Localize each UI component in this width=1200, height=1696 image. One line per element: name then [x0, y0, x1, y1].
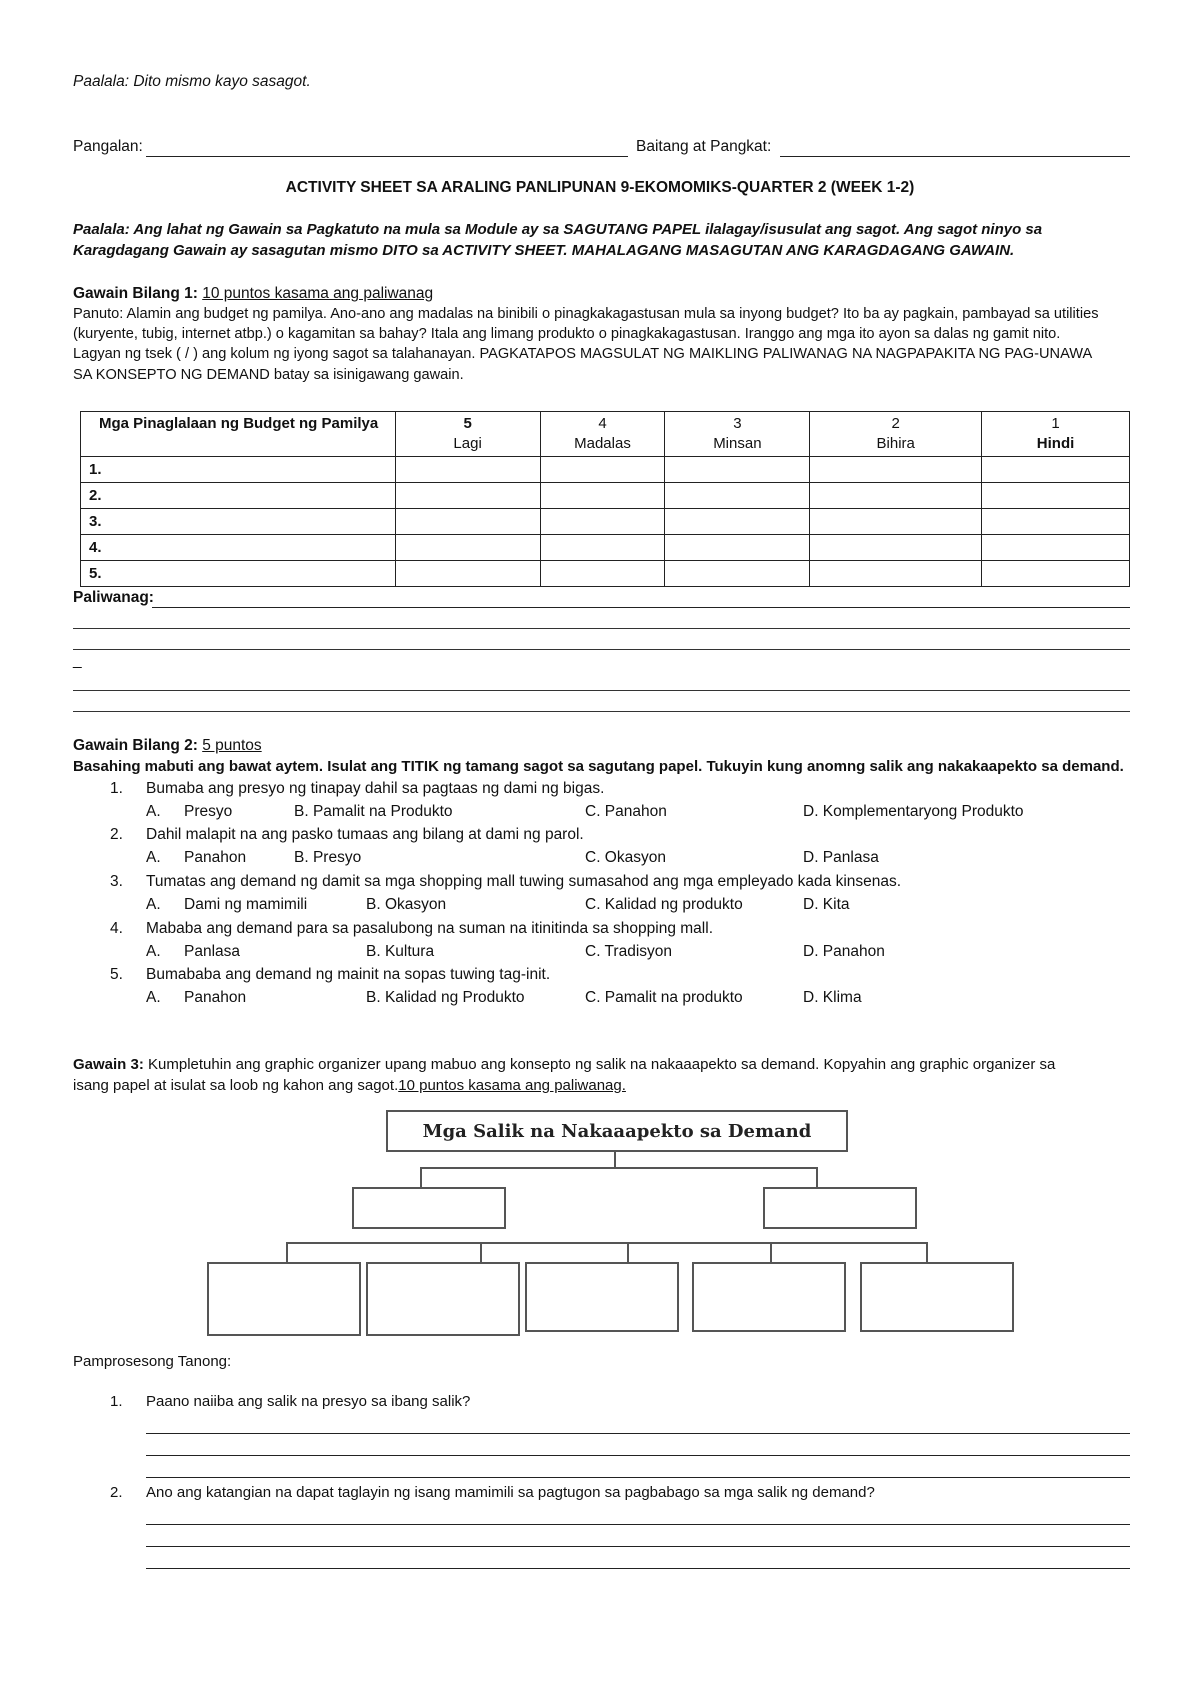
top-note: Paalala: Dito mismo kayo sasagot. — [73, 73, 311, 90]
activity1-heading-row — [73, 285, 433, 303]
activity1-instruction-4: SA KONSEPTO NG DEMAND batay sa isinigawang gawain. — [73, 367, 464, 383]
table-cell[interactable] — [665, 457, 810, 483]
table-cell[interactable] — [810, 561, 982, 587]
option-a-letter[interactable]: A. — [146, 896, 161, 913]
organizer-answer-box[interactable] — [207, 1262, 361, 1336]
table-cell[interactable] — [665, 483, 810, 509]
activity1-points: 10 puntos kasama ang paliwanag — [202, 285, 434, 302]
item-question: Dahil malapit na ang pasko tumaas ang bilang at dami ng parol. — [146, 826, 584, 843]
reminder-line-1: Paalala: Ang lahat ng Gawain sa Pagkatuto na mula sa Module ay sa SAGUTANG PAPEL ilalagay/isusulat ang sagot. Ang sagot ninyo sa — [73, 221, 1043, 238]
table-row — [81, 509, 1130, 535]
option-a-letter[interactable]: A. — [146, 803, 161, 820]
option-a-letter[interactable]: A. — [146, 943, 161, 960]
connector — [420, 1167, 422, 1187]
connector — [286, 1242, 288, 1262]
option-c[interactable]: C. Kalidad ng produkto — [585, 896, 743, 913]
budget-header-label: Mga Pinaglalaan ng Budget ng Pamilya — [81, 412, 396, 457]
option-a[interactable]: Panahon — [184, 849, 247, 866]
table-cell[interactable] — [540, 457, 665, 483]
activity3-line-2 — [73, 1077, 626, 1094]
question-number: 1. — [110, 1393, 123, 1410]
stray-mark: _ — [73, 652, 82, 669]
activity3-points: 10 puntos kasama ang paliwanag. — [398, 1077, 626, 1094]
connector — [816, 1167, 818, 1187]
option-b[interactable]: B. Kalidad ng Produkto — [366, 989, 525, 1006]
name-field-line[interactable] — [146, 156, 628, 157]
option-d[interactable]: D. Panahon — [803, 943, 885, 960]
table-cell[interactable] — [982, 509, 1130, 535]
option-b[interactable]: B. Presyo — [294, 849, 362, 866]
item-question: Tumatas ang demand ng damit sa mga shopping mall tuwing sumasahod ang mga empleyado kada kinsenas. — [146, 873, 902, 890]
row-number[interactable]: 5. — [81, 561, 396, 587]
table-cell[interactable] — [540, 483, 665, 509]
option-a[interactable]: Presyo — [184, 803, 233, 820]
item-number: 4. — [110, 920, 123, 937]
row-number[interactable]: 1. — [81, 457, 396, 483]
table-cell[interactable] — [810, 483, 982, 509]
item-number: 3. — [110, 873, 123, 890]
option-a[interactable]: Dami ng mamimili — [184, 896, 308, 913]
option-d[interactable]: D. Kita — [803, 896, 850, 913]
activity2-instructions: Basahing mabuti ang bawat aytem. Isulat ang TITIK ng tamang sagot sa sagutang papel. Tukuyin kung anomng salik ang nakakaapekto sa demand. — [73, 758, 1124, 775]
item-number: 5. — [110, 966, 123, 983]
activity2-points: 5 puntos — [202, 737, 262, 754]
row-number[interactable]: 4. — [81, 535, 396, 561]
column-header-madalas: 4 Madalas — [540, 412, 665, 457]
option-c[interactable]: C. Panahon — [585, 803, 667, 820]
table-cell[interactable] — [665, 535, 810, 561]
option-c[interactable]: C. Pamalit na produkto — [585, 989, 743, 1006]
table-cell[interactable] — [395, 535, 540, 561]
explanation-label: Paliwanag: — [73, 589, 154, 606]
table-cell[interactable] — [665, 509, 810, 535]
organizer-title-box — [386, 1110, 848, 1152]
row-number[interactable]: 2. — [81, 483, 396, 509]
question-text: Paano naiiba ang salik na presyo sa ibang salik? — [146, 1393, 471, 1410]
connector — [614, 1150, 616, 1168]
processing-heading: Pamprosesong Tanong: — [73, 1353, 232, 1370]
budget-table — [80, 411, 1130, 587]
activity1-heading: Gawain Bilang 1: — [73, 285, 198, 302]
table-cell[interactable] — [982, 561, 1130, 587]
item-number: 2. — [110, 826, 123, 843]
answer-line[interactable] — [146, 1568, 1130, 1569]
answer-line[interactable] — [146, 1455, 1130, 1456]
table-row — [81, 561, 1130, 587]
explanation-line[interactable] — [73, 690, 1130, 691]
organizer-answer-box[interactable] — [763, 1187, 917, 1229]
connector — [627, 1242, 629, 1262]
table-cell[interactable] — [540, 535, 665, 561]
table-cell[interactable] — [540, 509, 665, 535]
option-d[interactable]: D. Panlasa — [803, 849, 879, 866]
table-cell[interactable] — [395, 509, 540, 535]
table-cell[interactable] — [395, 561, 540, 587]
table-cell[interactable] — [810, 509, 982, 535]
item-question: Bumababa ang demand ng mainit na sopas tuwing tag-init. — [146, 966, 551, 983]
column-header-lagi: 5 Lagi — [395, 412, 540, 457]
table-cell[interactable] — [982, 457, 1130, 483]
explanation-line[interactable] — [73, 628, 1130, 629]
table-cell[interactable] — [665, 561, 810, 587]
row-number[interactable]: 3. — [81, 509, 396, 535]
connector — [480, 1242, 482, 1262]
column-header-hindi: 1 Hindi — [982, 412, 1130, 457]
explanation-line[interactable] — [73, 711, 1130, 712]
organizer-answer-box[interactable] — [352, 1187, 506, 1229]
organizer-answer-box[interactable] — [860, 1262, 1014, 1332]
activity1-instruction-2: (kuryente, tubig, internet atbp.) o kagamitan sa bahay? Itala ang limang produkto o pinagkakagastusan. Iranggo ang mga ito ayon sa dalas ng gamit nito. — [73, 326, 1061, 342]
table-cell[interactable] — [810, 535, 982, 561]
connector — [926, 1242, 928, 1262]
option-a-letter[interactable]: A. — [146, 989, 161, 1006]
explanation-line[interactable] — [152, 607, 1130, 608]
option-a-letter[interactable]: A. — [146, 849, 161, 866]
option-b[interactable]: B. Okasyon — [366, 896, 447, 913]
answer-line[interactable] — [146, 1546, 1130, 1547]
connector — [420, 1167, 818, 1169]
table-row — [81, 483, 1130, 509]
item-number: 1. — [110, 780, 123, 797]
answer-line[interactable] — [146, 1433, 1130, 1434]
answer-line[interactable] — [146, 1524, 1130, 1525]
item-question: Mababa ang demand para sa pasalubong na suman na itinitinda sa shopping mall. — [146, 920, 713, 937]
activity3-instruction-1: Kumpletuhin ang graphic organizer upang mabuo ang konsepto ng salik na nakaaapekto sa demand. Kopyahin ang graphic organizer sa — [148, 1056, 1056, 1073]
sheet-title: ACTIVITY SHEET SA ARALING PANLIPUNAN 9-EKOMOMIKS-QUARTER 2 (WEEK 1-2) — [285, 179, 915, 196]
answer-line[interactable] — [146, 1477, 1130, 1478]
activity2-heading-row — [73, 737, 262, 755]
option-a[interactable]: Panlasa — [184, 943, 241, 960]
activity1-instruction-3: Lagyan ng tsek ( / ) ang kolum ng iyong sagot sa talahanayan. PAGKATAPOS MAGSULAT NG MAIKLING PALIWANAG NA NAGPAPAKITA NG PAG-UNAWA — [73, 346, 1093, 362]
table-cell[interactable] — [982, 483, 1130, 509]
activity3-instruction-2: isang papel at isulat sa loob ng kahon ang sagot. — [73, 1077, 399, 1094]
table-cell[interactable] — [395, 483, 540, 509]
organizer-answer-box[interactable] — [366, 1262, 520, 1336]
question-number: 2. — [110, 1484, 123, 1501]
option-a[interactable]: Panahon — [184, 989, 247, 1006]
item-question: Bumaba ang presyo ng tinapay dahil sa pagtaas ng dami ng bigas. — [146, 780, 605, 797]
organizer-answer-box[interactable] — [692, 1262, 846, 1332]
reminder-line-2: Karagdagang Gawain ay sasagutan mismo DITO sa ACTIVITY SHEET. MAHALAGANG MASAGUTAN ANG KARAGDAGANG GAWAIN. — [73, 242, 1015, 259]
option-d[interactable]: D. Klima — [803, 989, 862, 1006]
activity3-line-1 — [73, 1056, 1055, 1073]
activity3-heading: Gawain 3: — [73, 1056, 144, 1073]
connector — [286, 1242, 928, 1244]
table-cell[interactable] — [540, 561, 665, 587]
option-b[interactable]: B. Kultura — [366, 943, 435, 960]
table-cell[interactable] — [982, 535, 1130, 561]
table-cell[interactable] — [810, 457, 982, 483]
table-row — [81, 535, 1130, 561]
option-d[interactable]: D. Komplementaryong Produkto — [803, 803, 1024, 820]
table-cell[interactable] — [395, 457, 540, 483]
column-header-bihira: 2 Bihira — [810, 412, 982, 457]
organizer-title: Mga Salik na Nakaaapekto sa Demand — [422, 1120, 812, 1142]
option-b[interactable]: B. Pamalit na Produkto — [294, 803, 453, 820]
explanation-line[interactable] — [73, 649, 1130, 650]
column-header-minsan: 3 Minsan — [665, 412, 810, 457]
activity1-instruction-1: Panuto: Alamin ang budget ng pamilya. Ano-ano ang madalas na binibili o pinagkakagastusan mula sa inyong budget? Ito ba ay pagkain, pambayad sa utilities — [73, 306, 1099, 322]
budget-table-header — [81, 412, 1130, 457]
question-text: Ano ang katangian na dapat taglayin ng isang mamimili sa pagtugon sa pagbabago sa mga salik ng demand? — [146, 1484, 875, 1501]
connector — [770, 1242, 772, 1262]
organizer-answer-box[interactable] — [525, 1262, 679, 1332]
grade-field-line[interactable] — [780, 156, 1130, 157]
grade-label: Baitang at Pangkat: — [636, 138, 772, 155]
activity2-heading: Gawain Bilang 2: — [73, 737, 198, 754]
name-label: Pangalan: — [73, 138, 143, 155]
option-c[interactable]: C. Okasyon — [585, 849, 666, 866]
table-row — [81, 457, 1130, 483]
option-c[interactable]: C. Tradisyon — [585, 943, 673, 960]
